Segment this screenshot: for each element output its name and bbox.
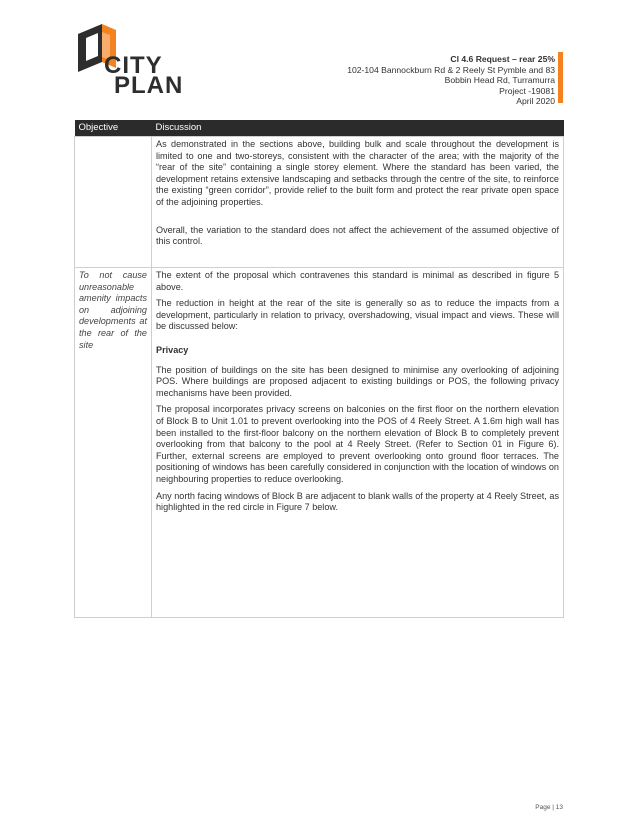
- section-heading: Privacy: [156, 344, 189, 355]
- table-row: [75, 268, 564, 618]
- paragraph: As demonstrated in the sections above, building bulk and scale throughout the development is limited to one and two-storeys, consistent with the character of the area; with the majority of the “rear of the site” containing a single storey element. Where the standard has been varied, the development retains extensive landscaping and setbacks through the centre of the site, to reinforce the existing “green corridor”, provide relief to the built form and protect the rear private open space of the adjoining properties.: [156, 139, 559, 207]
- header-title: Cl 4.6 Request – rear 25%: [450, 54, 555, 64]
- paragraph: Any north facing windows of Block B are adjacent to blank walls of the property at 4 Reely Street, as highlighted in the red circle in Figure 7 below.: [156, 490, 559, 513]
- paragraph: The reduction in height at the rear of the site is generally so as to reduce the impacts from a development, particularly in relation to privacy, overshadowing, visual impact and views. These will be discussed below:: [156, 298, 559, 332]
- header-accent-bar: [558, 52, 563, 103]
- header-address-1: 102-104 Bannockburn Rd & 2 Reely St Pymble and 83: [347, 64, 555, 75]
- paragraph: Overall, the variation to the standard does not affect the achievement of the assumed objective of this control.: [156, 224, 559, 247]
- logo-wordmark: [104, 52, 184, 99]
- table-header-row: [75, 120, 564, 137]
- objective-cell: [75, 137, 152, 268]
- logo-line-1: CITY: [104, 52, 163, 79]
- objective-cell: To not cause unreasonable amenity impacts on adjoining developments at the rear of the site: [75, 268, 152, 618]
- discussion-cell: [152, 137, 564, 268]
- objectives-table: [74, 120, 564, 618]
- logo-line-2: PLAN: [114, 72, 184, 99]
- paragraph: The extent of the proposal which contravenes this standard is minimal as described in figure 5 above.: [156, 270, 559, 292]
- paragraph: The proposal incorporates privacy screens on balconies on the first floor on the northern elevation of Block B to Unit 1.01 to prevent overlooking into the POS of 4 Reely Street. A 1.6m high wall has been installed to the first-floor balcony on the northern elevation of Block B to completely prevent overlooking from that balcony to the pool at 4 Reely Street. (Refer to Section 01 in Figure 6). Further, external screens are employed to prevent overlooking onto ground floor terraces. The positioning of windows has been carefully considered in conjunction with the location of windows on neighbouring properties to reduce overlooking.: [156, 404, 559, 484]
- column-header-objective: Objective: [75, 120, 152, 137]
- header-date: April 2020: [516, 96, 555, 106]
- header-address-2: Bobbin Head Rd, Turramurra: [444, 75, 555, 85]
- discussion-cell: [152, 268, 564, 618]
- paragraph: The position of buildings on the site has been designed to minimise any overlooking of adjoining POS. Where buildings are proposed adjacent to existing buildings or POS, the following privacy mechanisms have been provided.: [156, 364, 559, 398]
- table-row: [75, 137, 564, 268]
- document-header: [347, 54, 555, 107]
- column-header-discussion: Discussion: [152, 120, 564, 137]
- page-number: Page | 13: [535, 804, 563, 811]
- header-project: Project -19081: [499, 85, 555, 96]
